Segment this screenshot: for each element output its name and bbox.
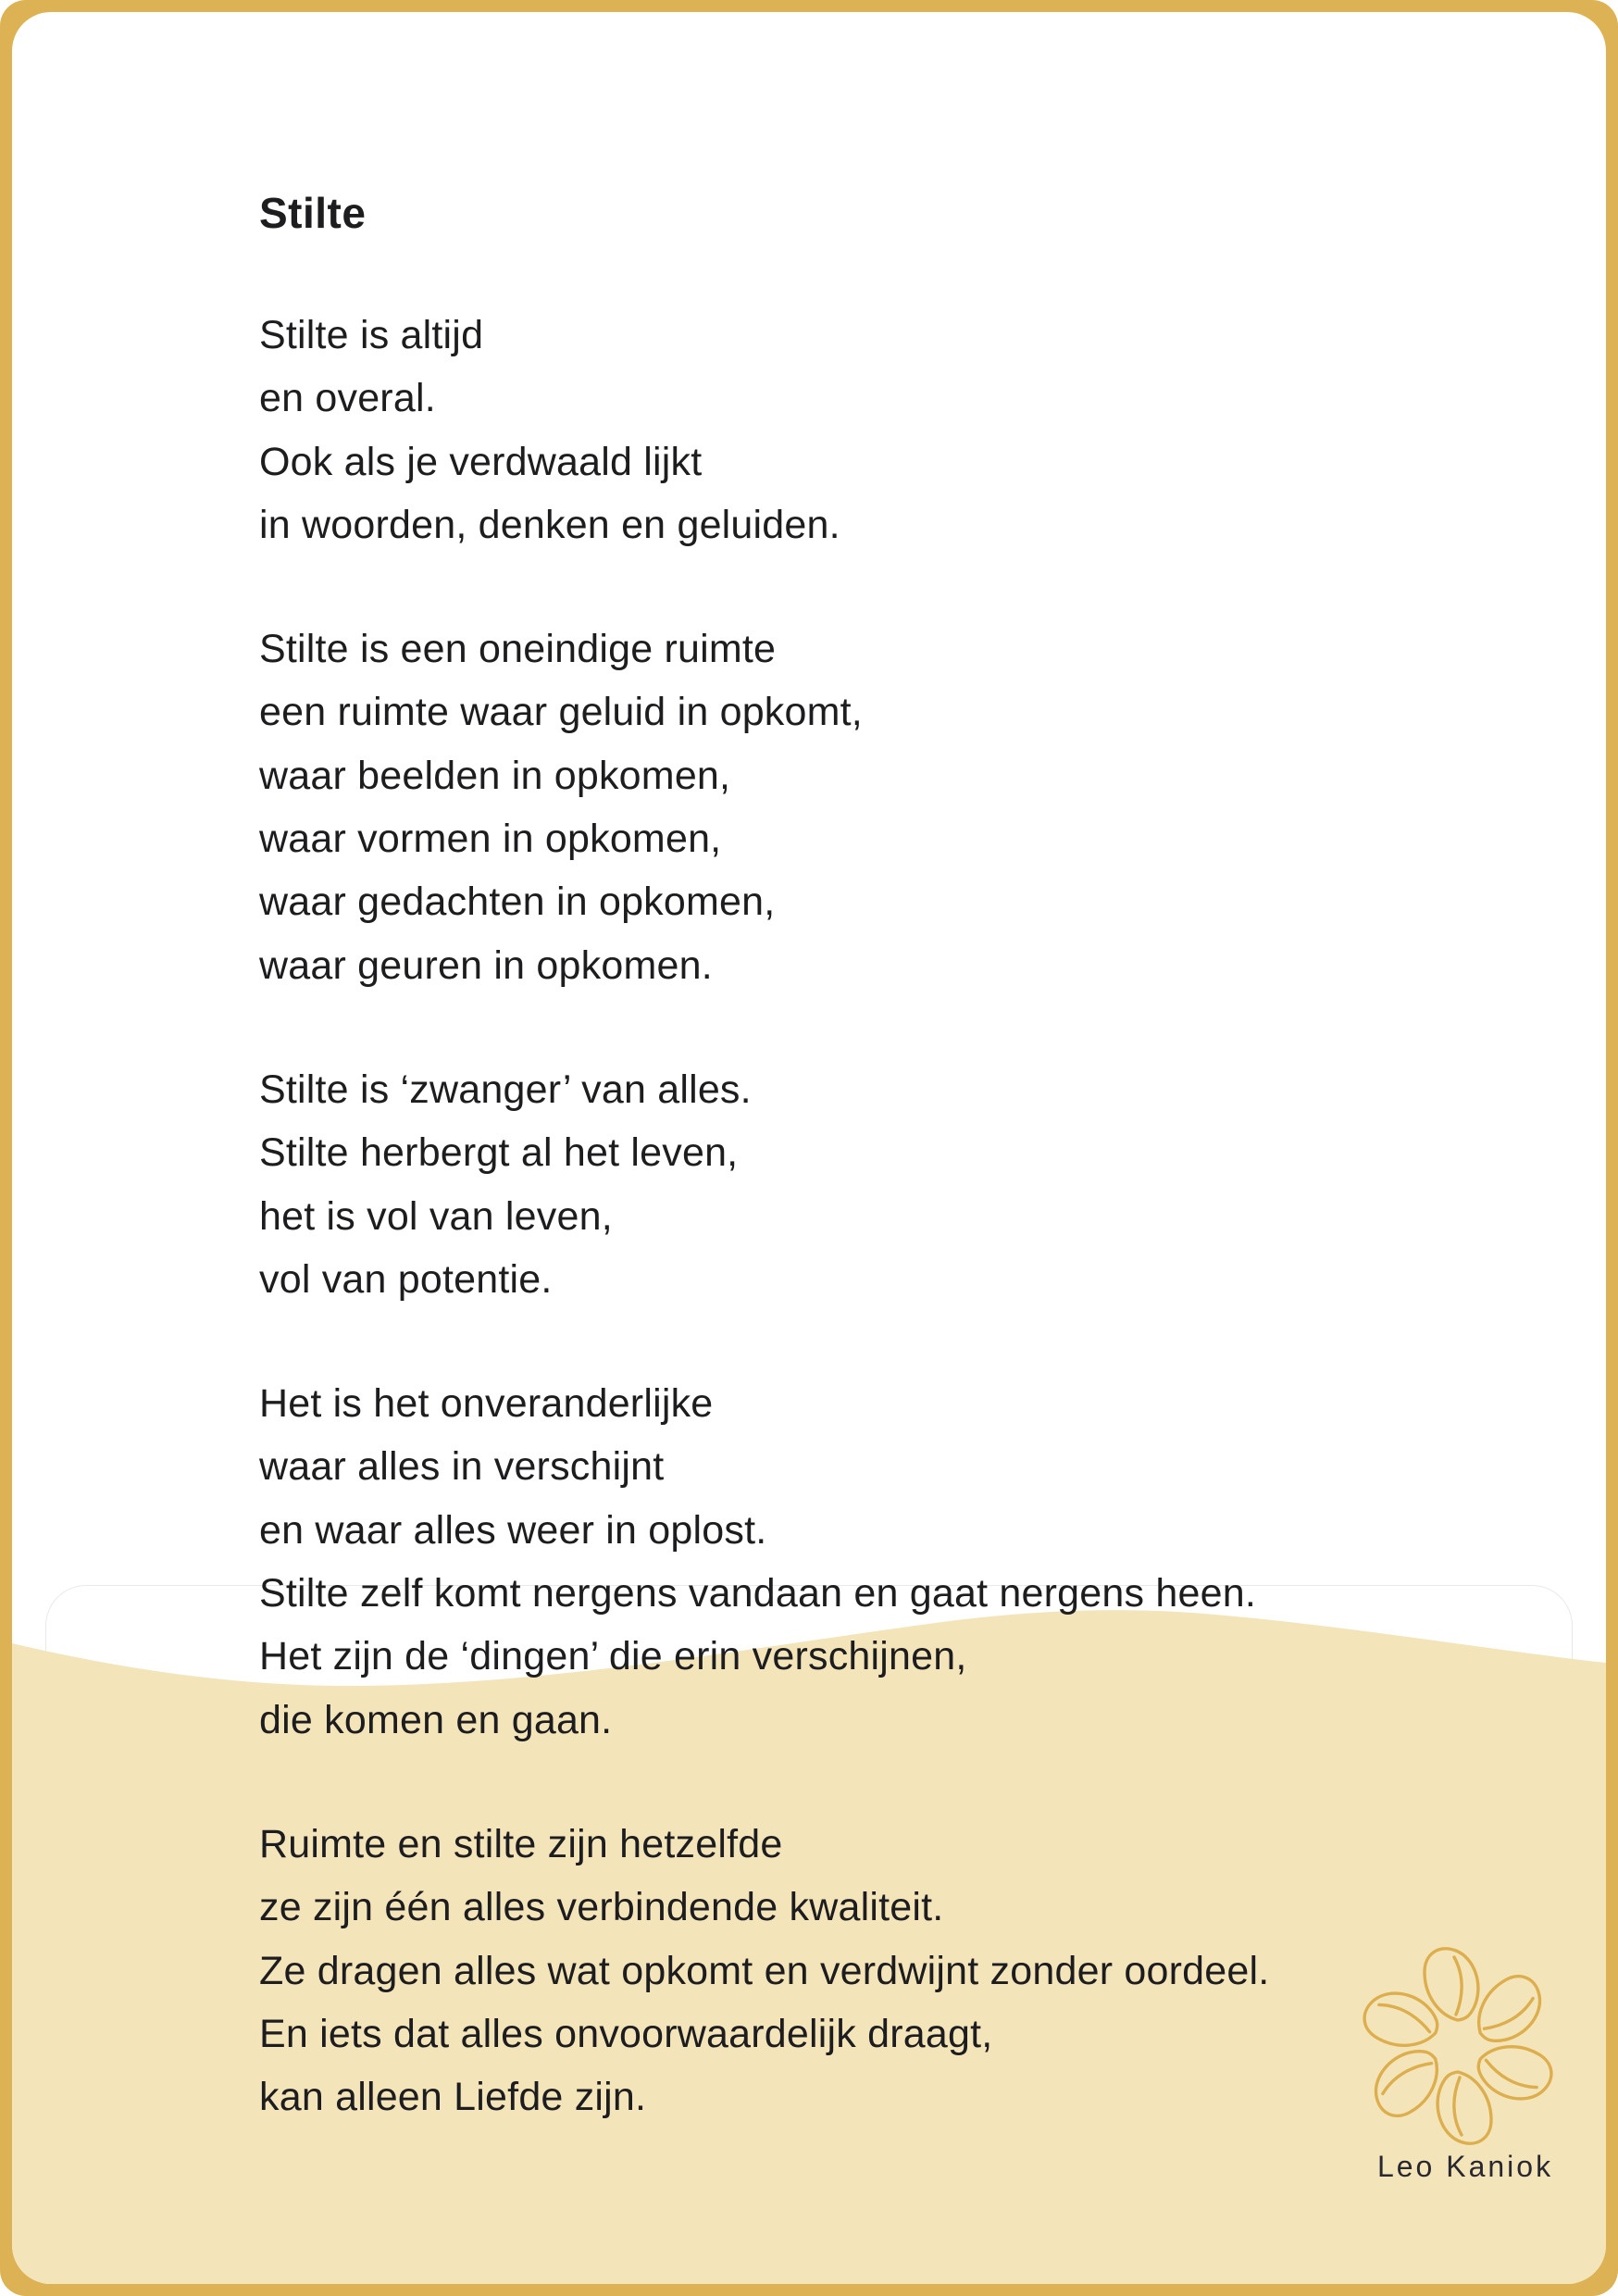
poem-line: Stilte is een oneindige ruimte — [259, 627, 777, 672]
poem-line: het is vol van leven, — [259, 1193, 613, 1239]
poem-body — [259, 304, 1425, 2128]
author-signature: Leo Kaniok — [1376, 2150, 1554, 2183]
poem-line: Ze dragen alles wat opkomt en verdwijnt zonder oordeel. — [259, 1948, 1270, 1993]
stanza — [259, 618, 1425, 997]
poem-line: waar vormen in opkomen, — [259, 817, 722, 862]
poem-line: Het zijn de ‘dingen’ die erin verschijnen, — [259, 1634, 967, 1679]
poem-line: Het is het onveranderlijke — [259, 1381, 714, 1427]
poem-block — [259, 181, 1425, 2190]
poem-line: en waar alles weer in oplost. — [259, 1507, 767, 1553]
stanza — [259, 1058, 1425, 1311]
poem-line: en overal. — [259, 376, 436, 421]
poem-line: ze zijn één alles verbindende kwaliteit. — [259, 1885, 944, 1930]
poem-line: Stilte herbergt al het leven, — [259, 1130, 739, 1176]
six-petal-flower-icon — [1356, 1944, 1560, 2148]
poem-line: waar alles in verschijnt — [259, 1444, 665, 1490]
stanza — [259, 1372, 1425, 1752]
poem-line: vol van potentie. — [259, 1256, 553, 1302]
poem-line: Stilte zelf komt nergens vandaan en gaat nergens heen. — [259, 1571, 1256, 1616]
poem-line: waar gedachten in opkomen, — [259, 880, 776, 925]
poem-line: Stilte is ‘zwanger’ van alles. — [259, 1067, 752, 1112]
poem-line: Ruimte en stilte zijn hetzelfde — [259, 1821, 783, 1866]
poem-line: die komen en gaan. — [259, 1697, 613, 1742]
poem-line: waar beelden in opkomen, — [259, 753, 731, 798]
poem-line: Ook als je verdwaald lijkt — [259, 439, 703, 484]
poem-line: in woorden, denken en geluiden. — [259, 502, 840, 547]
inner-sheet — [12, 12, 1606, 2284]
poem-title: Stilte — [259, 189, 367, 237]
poem-line: kan alleen Liefde zijn. — [259, 2075, 647, 2120]
poem-line: En iets dat alles onvoorwaardelijk draagt, — [259, 2011, 993, 2056]
stanza — [259, 304, 1425, 556]
poem-line: Stilte is altijd — [259, 313, 484, 357]
poem-line: waar geuren in opkomen. — [259, 942, 713, 988]
poem-line: een ruimte waar geluid in opkomt, — [259, 690, 863, 735]
stanza — [259, 1813, 1425, 2128]
